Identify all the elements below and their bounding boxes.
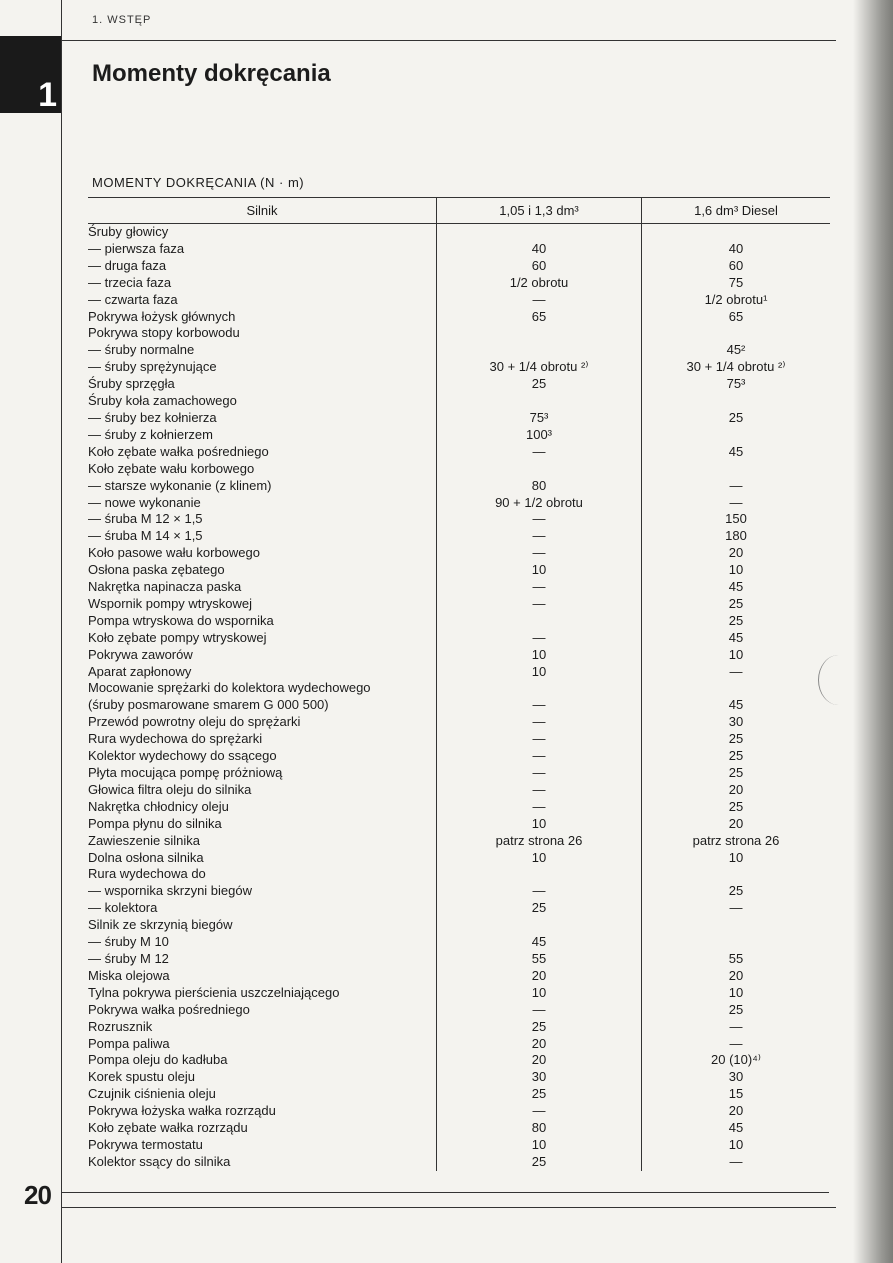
table-row (88, 1103, 830, 1120)
table-row (88, 258, 830, 275)
row-value-diesel: 10 (728, 849, 744, 865)
row-value-diesel: 45 (728, 629, 744, 645)
row-label: Rozrusznik (88, 1019, 437, 1036)
row-label: — śruby M 10 (88, 934, 437, 951)
table-row (88, 579, 830, 596)
row-value-petrol: 80 (437, 1120, 642, 1137)
table-row (88, 376, 830, 393)
table-row (88, 444, 830, 461)
row-value-petrol: — (437, 731, 642, 748)
row-value-petrol (437, 342, 642, 359)
table-row (88, 342, 830, 359)
table-row (88, 731, 830, 748)
row-label: Miska olejowa (88, 968, 437, 985)
row-value-petrol (437, 613, 642, 630)
footer-rule-lower (61, 1207, 836, 1208)
row-value-diesel: 20 (728, 815, 744, 831)
row-value-petrol: — (437, 596, 642, 613)
row-value-petrol: — (437, 1103, 642, 1120)
row-value-petrol: 10 (437, 816, 642, 833)
row-value-diesel: — (729, 477, 743, 493)
row-label: Zawieszenie silnika (88, 833, 437, 850)
row-value-diesel: 75 (728, 274, 744, 290)
row-label: Osłona paska zębatego (88, 562, 437, 579)
row-label: Kolektor ssący do silnika (88, 1154, 437, 1171)
row-label: Rura wydechowa do sprężarki (88, 731, 437, 748)
row-label: — wspornika skrzyni biegów (88, 883, 437, 900)
row-value-diesel: 45² (726, 342, 746, 358)
table-row (88, 985, 830, 1002)
row-label: Wspornik pompy wtryskowej (88, 596, 437, 613)
row-value-diesel: 10 (728, 1136, 744, 1152)
row-value-petrol (437, 917, 642, 934)
row-value-petrol: — (437, 765, 642, 782)
table-row (88, 1086, 830, 1103)
row-value-petrol: — (437, 714, 642, 731)
row-value-petrol (437, 393, 642, 410)
table-row (88, 1120, 830, 1137)
row-value-petrol: 10 (437, 647, 642, 664)
row-label: Mocowanie sprężarki do kolektora wydechowego (88, 680, 437, 697)
chapter-tab (0, 36, 61, 113)
row-value-petrol: — (437, 748, 642, 765)
row-value-petrol: 10 (437, 562, 642, 579)
row-value-diesel: — (729, 494, 743, 510)
row-value-diesel (642, 934, 831, 951)
table-row (88, 816, 830, 833)
row-label: Nakrętka chłodnicy oleju (88, 799, 437, 816)
table-row (88, 951, 830, 968)
page-number: 20 (24, 1180, 51, 1210)
row-value-petrol: 75³ (437, 410, 642, 427)
table-row (88, 647, 830, 664)
row-value-petrol: 30 + 1/4 obrotu ²⁾ (437, 359, 642, 376)
row-label: — śruby sprężynujące (88, 359, 437, 376)
row-label: Pokrywa termostatu (88, 1137, 437, 1154)
row-value-petrol: — (437, 697, 642, 714)
row-value-diesel: 60 (728, 257, 744, 273)
table-row (88, 917, 830, 934)
row-label: Rura wydechowa do (88, 866, 437, 883)
row-value-diesel: 45 (728, 443, 744, 459)
row-value-diesel (642, 680, 831, 697)
row-value-petrol (437, 224, 642, 241)
row-label: — śruby M 12 (88, 951, 437, 968)
table-row (88, 241, 830, 258)
row-label: Czujnik ciśnienia oleju (88, 1086, 437, 1103)
row-value-diesel: 75³ (726, 376, 746, 392)
table-row (88, 866, 830, 883)
row-value-diesel: 1/2 obrotu¹ (704, 291, 768, 307)
row-label: — trzecia faza (88, 275, 437, 292)
row-value-diesel: 150 (725, 511, 747, 527)
row-value-petrol: 25 (437, 1019, 642, 1036)
row-label: Dolna osłona silnika (88, 850, 437, 867)
table-row (88, 883, 830, 900)
row-value-diesel: 10 (728, 984, 744, 1000)
row-value-diesel: — (729, 1018, 743, 1034)
row-label: Głowica filtra oleju do silnika (88, 782, 437, 799)
row-value-petrol: — (437, 799, 642, 816)
table-row (88, 427, 830, 444)
row-value-petrol: 25 (437, 376, 642, 393)
table-row (88, 765, 830, 782)
row-value-petrol: 10 (437, 664, 642, 681)
table-row (88, 596, 830, 613)
table-row (88, 1154, 830, 1171)
row-value-petrol: — (437, 579, 642, 596)
row-label: Śruby głowicy (88, 224, 437, 241)
row-value-diesel: 25 (728, 748, 744, 764)
table-row (88, 275, 830, 292)
row-value-petrol: — (437, 630, 642, 647)
table-row (88, 680, 830, 697)
table-row (88, 630, 830, 647)
table-row (88, 748, 830, 765)
row-value-petrol: 65 (437, 309, 642, 326)
row-value-diesel: 10 (728, 646, 744, 662)
row-value-diesel: 20 (728, 1103, 744, 1119)
row-value-petrol: — (437, 511, 642, 528)
row-label: — śruby z kołnierzem (88, 427, 437, 444)
margin-mark (818, 655, 859, 705)
table-row (88, 613, 830, 630)
margin-rule (61, 0, 62, 1263)
row-label: Pokrywa łożysk głównych (88, 309, 437, 326)
table-row (88, 714, 830, 731)
row-value-diesel: — (729, 1035, 743, 1051)
row-value-diesel: 25 (728, 765, 744, 780)
row-label: Pokrywa wałka pośredniego (88, 1002, 437, 1019)
row-value-petrol: 40 (437, 241, 642, 258)
header-rule (61, 40, 836, 41)
table-row (88, 325, 830, 342)
row-label: Silnik ze skrzynią biegów (88, 917, 437, 934)
row-label: Pompa płynu do silnika (88, 816, 437, 833)
row-value-petrol: — (437, 528, 642, 545)
row-value-petrol: 90 + 1/2 obrotu (437, 495, 642, 512)
row-value-petrol: 20 (437, 1036, 642, 1053)
row-value-petrol: 25 (437, 1154, 642, 1171)
table-body (88, 224, 830, 1171)
row-value-diesel: 25 (728, 883, 744, 899)
row-value-petrol: 1/2 obrotu (437, 275, 642, 292)
page-title: Momenty dokręcania (92, 60, 331, 87)
row-value-petrol (437, 680, 642, 697)
row-value-diesel: patrz strona 26 (692, 832, 780, 848)
row-value-diesel (642, 427, 831, 444)
row-value-diesel: — (729, 663, 743, 679)
row-label: — śruba M 14 × 1,5 (88, 528, 437, 545)
table-row (88, 393, 830, 410)
row-label: Przewód powrotny oleju do sprężarki (88, 714, 437, 731)
row-value-diesel: 30 + 1/4 obrotu ²⁾ (686, 359, 786, 375)
row-value-diesel: 30 (728, 714, 744, 730)
row-label: Śruby sprzęgła (88, 376, 437, 393)
row-value-petrol: — (437, 883, 642, 900)
row-value-petrol: 80 (437, 478, 642, 495)
row-value-petrol: 55 (437, 951, 642, 968)
table-row (88, 1019, 830, 1036)
table-row (88, 934, 830, 951)
row-value-petrol: 20 (437, 1052, 642, 1069)
row-value-diesel: 25 (728, 798, 744, 814)
column-header-engine: Silnik (88, 198, 437, 224)
row-label: — druga faza (88, 258, 437, 275)
table-row (88, 833, 830, 850)
row-value-diesel: 65 (728, 308, 744, 324)
table-row (88, 1002, 830, 1019)
table-row (88, 528, 830, 545)
row-value-petrol: patrz strona 26 (437, 833, 642, 850)
table-row (88, 799, 830, 816)
row-value-petrol: 10 (437, 1137, 642, 1154)
table-row (88, 292, 830, 309)
table-row (88, 1069, 830, 1086)
row-value-diesel: 25 (728, 1001, 744, 1017)
torque-table (88, 197, 830, 1171)
row-value-petrol: 10 (437, 850, 642, 867)
row-value-diesel: 25 (728, 612, 744, 628)
table-header-row (88, 198, 830, 224)
row-value-petrol: 10 (437, 985, 642, 1002)
row-value-diesel: 25 (728, 595, 744, 611)
row-value-diesel (642, 866, 831, 883)
row-label: — śruby bez kołnierza (88, 410, 437, 427)
table-row (88, 224, 830, 241)
row-label: Korek spustu oleju (88, 1069, 437, 1086)
row-label: (śruby posmarowane smarem G 000 500) (88, 697, 437, 714)
row-value-diesel: 180 (725, 528, 747, 544)
row-label: Pokrywa zaworów (88, 647, 437, 664)
column-header-petrol: 1,05 i 1,3 dm³ (437, 198, 642, 224)
table-caption: MOMENTY DOKRĘCANIA (N · m) (92, 175, 305, 190)
row-label: Pompa wtryskowa do wspornika (88, 613, 437, 630)
row-label: Koło zębate wału korbowego (88, 461, 437, 478)
row-value-diesel: 20 (728, 545, 744, 561)
row-label: Koło pasowe wału korbowego (88, 545, 437, 562)
row-value-diesel (642, 224, 831, 241)
table-row (88, 410, 830, 427)
row-value-diesel: 45 (728, 1120, 744, 1136)
row-label: — starsze wykonanie (z klinem) (88, 478, 437, 495)
row-value-petrol: — (437, 782, 642, 799)
table-row (88, 968, 830, 985)
row-value-diesel: 10 (728, 562, 744, 578)
row-value-diesel: 30 (728, 1069, 744, 1085)
table-row (88, 900, 830, 917)
row-value-petrol: — (437, 1002, 642, 1019)
row-value-petrol: — (437, 292, 642, 309)
row-label: Pokrywa stopy korbowodu (88, 325, 437, 342)
table-row (88, 478, 830, 495)
table-row (88, 850, 830, 867)
row-value-diesel (642, 393, 831, 410)
row-label: Koło zębate pompy wtryskowej (88, 630, 437, 647)
table-row (88, 782, 830, 799)
row-label: Pompa paliwa (88, 1036, 437, 1053)
footer-rule (61, 1192, 829, 1193)
row-value-diesel: — (729, 1153, 743, 1169)
table-row (88, 545, 830, 562)
row-value-diesel (642, 461, 831, 478)
row-value-diesel: — (729, 900, 743, 916)
row-value-diesel: 45 (728, 697, 744, 713)
row-value-petrol: 25 (437, 900, 642, 917)
row-value-petrol (437, 325, 642, 342)
table-row (88, 511, 830, 528)
row-value-petrol: — (437, 545, 642, 562)
table-row (88, 664, 830, 681)
row-value-diesel (642, 917, 831, 934)
table-row (88, 461, 830, 478)
row-label: — nowe wykonanie (88, 495, 437, 512)
row-label: — śruba M 12 × 1,5 (88, 511, 437, 528)
table-row (88, 562, 830, 579)
row-value-diesel: 20 (10)⁴⁾ (711, 1052, 761, 1068)
row-value-petrol (437, 866, 642, 883)
row-value-diesel: 40 (728, 240, 744, 256)
row-value-petrol: 60 (437, 258, 642, 275)
table-row (88, 359, 830, 376)
torque-table-wrapper (88, 197, 828, 1171)
table-row (88, 309, 830, 326)
row-value-petrol: — (437, 444, 642, 461)
row-label: Pompa oleju do kadłuba (88, 1052, 437, 1069)
table-row (88, 495, 830, 512)
row-label: — kolektora (88, 900, 437, 917)
table-row (88, 1052, 830, 1069)
row-value-diesel: 15 (728, 1086, 744, 1102)
row-label: — śruby normalne (88, 342, 437, 359)
row-label: — pierwsza faza (88, 241, 437, 258)
table-row (88, 1137, 830, 1154)
row-label: Koło zębate wałka rozrządu (88, 1120, 437, 1137)
row-label: — czwarta faza (88, 292, 437, 309)
row-value-petrol: 25 (437, 1086, 642, 1103)
table-row (88, 1036, 830, 1053)
column-header-diesel: 1,6 dm³ Diesel (642, 198, 831, 224)
row-label: Kolektor wydechowy do ssącego (88, 748, 437, 765)
row-value-diesel (642, 325, 831, 342)
row-label: Nakrętka napinacza paska (88, 579, 437, 596)
row-value-petrol: 100³ (437, 427, 642, 444)
row-value-petrol: 30 (437, 1069, 642, 1086)
chapter-number: 1 (38, 76, 57, 114)
row-value-diesel: 45 (728, 579, 744, 595)
row-label: Koło zębate wałka pośredniego (88, 444, 437, 461)
row-label: Śruby koła zamachowego (88, 393, 437, 410)
row-value-petrol: 45 (437, 934, 642, 951)
row-value-diesel: 25 (728, 731, 744, 747)
row-label: Aparat zapłonowy (88, 664, 437, 681)
row-label: Tylna pokrywa pierścienia uszczelniającego (88, 985, 437, 1002)
row-value-diesel: 20 (728, 967, 744, 983)
row-value-diesel: 55 (728, 950, 744, 966)
row-label: Pokrywa łożyska wałka rozrządu (88, 1103, 437, 1120)
table-row (88, 697, 830, 714)
row-value-petrol (437, 461, 642, 478)
row-value-diesel: 20 (728, 781, 744, 797)
section-header: 1. WSTĘP (92, 14, 152, 26)
row-value-petrol: 20 (437, 968, 642, 985)
row-label: Płyta mocująca pompę próżniową (88, 765, 437, 782)
page-edge-shadow (853, 0, 893, 1263)
row-value-diesel: 25 (728, 409, 744, 425)
